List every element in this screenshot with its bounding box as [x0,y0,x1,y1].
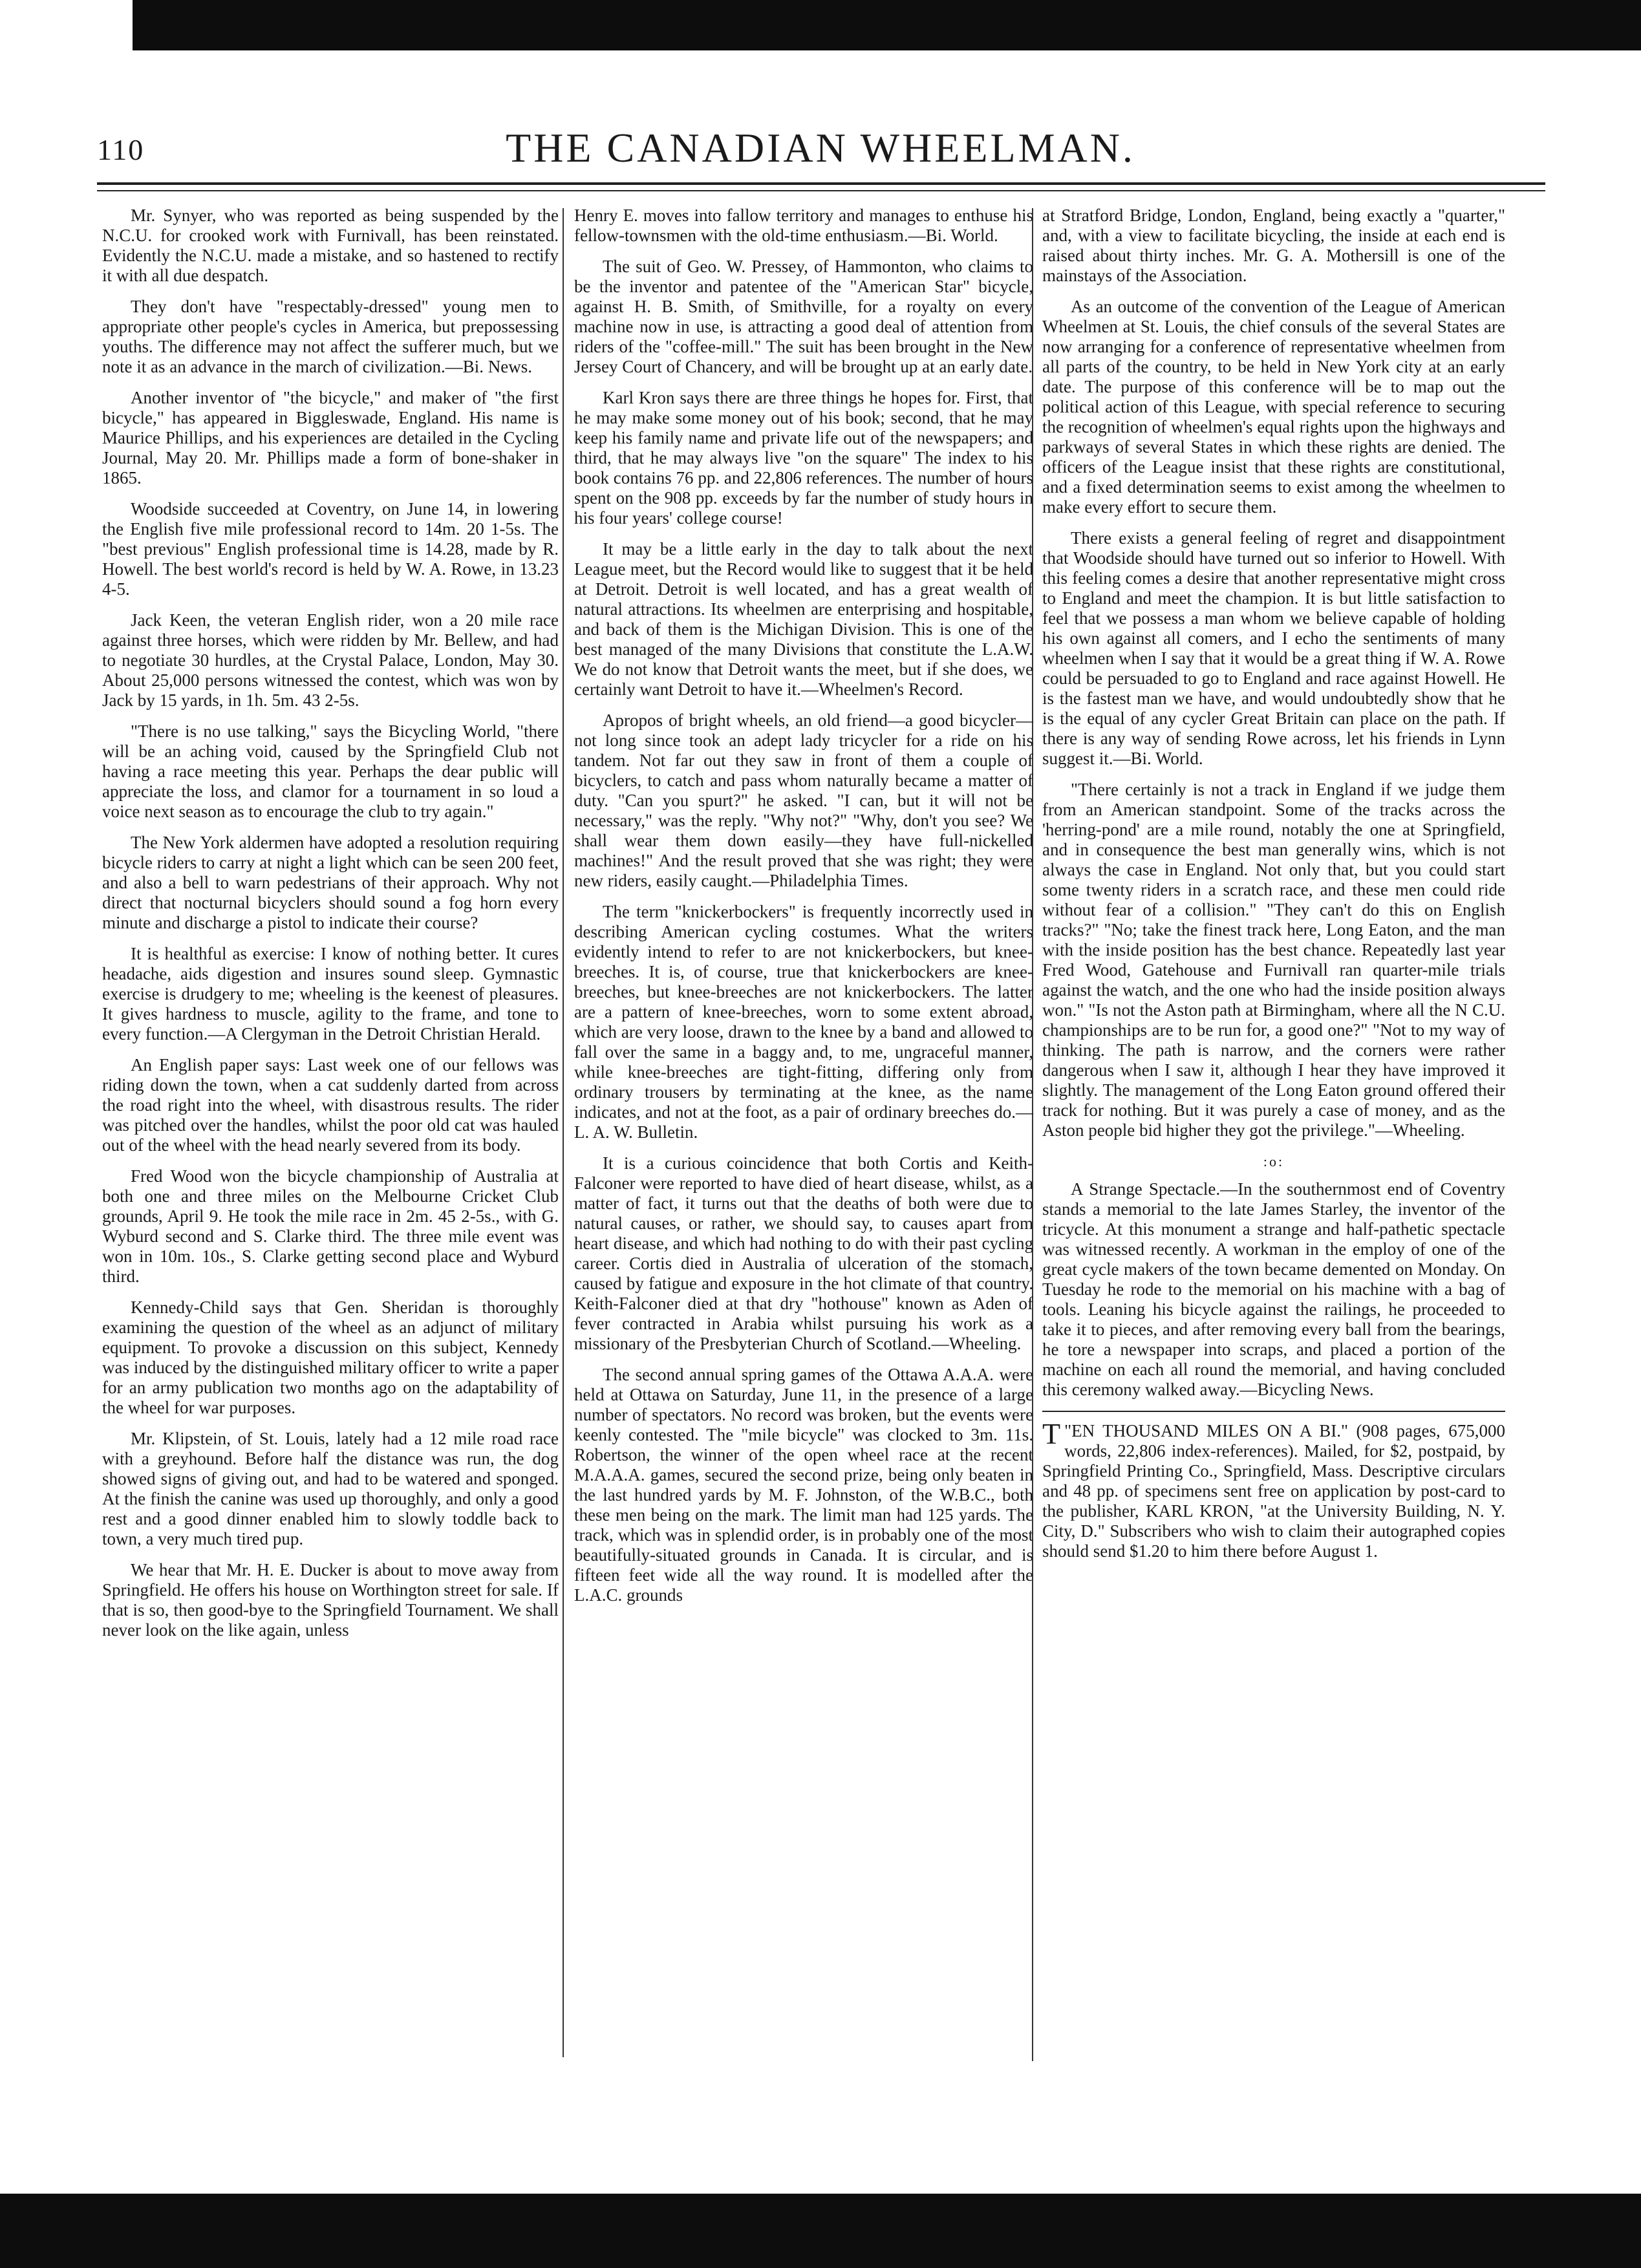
paragraph: "There certainly is not a track in England if we judge them from an American standpoint. Some of the tracks across the 'herring-pond' are a mile round, notably the one at Springfield, and in consequence the best man generally wins, which is not always the case in England. Not only that, but you could start some twenty riders in a scratch race, and these men could ride without fear of a collision." "They can't do this on English tracks?" "No; take the finest track here, Long Eaton, and the man with the inside position has the best chance. Repeatedly last year Fred Wood, Gatehouse and Furnivall ran quarter-mile trials against the watch, and the one who had the inside position always won." "Is not the Aston path at Birmingham, where all the N C.U. championships are to be run for, a good one?" "Not to my way of thinking. The path is narrow, and the corners were rather dangerous when I saw it, although I hear they have improved it slightly. The management of the Long Eaton ground offered their track for nothing. But it was purely a case of money, and as the Aston people bid higher they got the privilege."—Wheeling. [1042,780,1505,1140]
advert-text: EN THOUSAND MILES ON A BI." (908 pages, 675,000 words, 22,806 index-references). Mailed, for $2, postpaid, by Springfield Printing Co., Springfield, Mass. Descriptive circulars and 48 pp. of specimens sent free on application by post-card to the publisher, KARL KRON, "at the University Building, N. Y. City, D." Subscribers who wish to claim their autographed copies should send $1.20 to him there before August 1. [1042,1421,1505,1561]
page-number: 110 [97,133,145,166]
paragraph: The term "knickerbockers" is frequently incorrectly used in describing American cycling costumes. What the writers evidently intend to refer to are not knickerbockers, but knee-breeches. It is, of course, true that knickerbockers are knee-breeches, but knee-breeches are not knickerbockers. The latter are a pattern of knee-breeches, worn to some extent abroad, which are very loose, drawn to the knee by a band and allowed to fall over the same in a baggy and, to me, ungraceful manner, while knee-breeches are tight-fitting, differing only from ordinary trousers by terminating at the knee, as the name indicates, and not at the foot, as a pair of ordinary breeches do.—L. A. W. Bulletin. [574,902,1033,1142]
paragraph: Apropos of bright wheels, an old friend—a good bicycler—not long since took an adept lady tricycler for a ride on his tandem. Not far out they saw in front of them a couple of bicyclers, to catch and pass whom naturally became a matter of duty. "Can you spurt?" he asked. "I can, but it will not be necessary," was the reply. "Why not?" "Why, don't you see? We shall wear them down easily—they have full-nickelled machines!" And the result proved that she was right; they were new riders, easily caught.—Philadelphia Times. [574,711,1033,890]
paragraph: The New York aldermen have adopted a resolution requiring bicycle riders to carry at night a light which can be seen 200 feet, and also a bell to warn pedestrians of their approach. Why not direct that nocturnal bicyclers should sound a fog horn every minute and discharge a pistol to indicate their course? [102,833,559,932]
column-3 [1042,206,1505,1572]
paragraph: A Strange Spectacle.—In the southernmost end of Coventry stands a memorial to the late James Starley, the inventor of the tricycle. At this monument a strange and half-pathetic spectacle was witnessed recently. A workman in the employ of one of the great cycle makers of the town became demented on Monday. On Tuesday he rode to the memorial on his machine with a bag of tools. Leaning his bicycle against the railings, he proceeded to take it to pieces, and after removing every ball from the bearings, he tore a newspaper into scraps, and placed a portion of the machine on each all round the memorial, and having concluded this ceremony walked away.—Bicycling News. [1042,1179,1505,1399]
paragraph: They don't have "respectably-dressed" young men to appropriate other people's cycles in America, but prepossessing youths. The difference may not affect the sufferer much, but we note it as an advance in the march of civilization.—Bi. News. [102,297,559,376]
column-1 [102,206,559,1651]
masthead-title: THE CANADIAN WHEELMAN. [506,125,1135,171]
paragraph: An English paper says: Last week one of our fellows was riding down the town, when a cat suddenly darted from across the road right into the wheel, with disastrous results. The rider was pitched over the handles, whilst the poor old cat was hauled out of the wheel with the head nearly severed from its body. [102,1055,559,1155]
paragraph: It is a curious coincidence that both Cortis and Keith-Falconer were reported to have died of heart disease, whilst, as a matter of fact, it turns out that the deaths of both were due to natural causes, or rather, we should say, to causes apart from heart disease, and which had nothing to do with their past cycling career. Cortis died in Australia of ulceration of the stomach, caused by fatigue and exposure in the hot climate of that country. Keith-Falconer died at that dry "hothouse" known as Aden of fever contracted in Arabia whilst pursuing his work as a missionary of the Presbyterian Church of Scotland.—Wheeling. [574,1153,1033,1353]
header-rule-thick [97,182,1545,185]
paragraph: The second annual spring games of the Ottawa A.A.A. were held at Ottawa on Saturday, June 11, in the presence of a large number of spectators. No record was broken, but the events were keenly contested. The "mile bicycle" was clocked to 3m. 11s. Robertson, the winner of the open wheel race at the recent M.A.A.A. games, secured the second prize, being only beaten in the last hundred yards by M. F. Johnston, of the W.B.C., both these men being on the mark. The limit man had 125 yards. The track, which was in splendid order, is in probably one of the most beautifully-situated grounds in Canada. It is circular, and is fifteen feet wide all the way round. It is modelled after the L.A.C. grounds [574,1365,1033,1605]
book-advertisement [1042,1411,1505,1561]
advert-quote-mark: " [1064,1421,1072,1440]
paragraph: Kennedy-Child says that Gen. Sheridan is thoroughly examining the question of the wheel as an adjunct of military equipment. To provoke a discussion on this subject, Kennedy was induced by the distinguished military officer to write a paper for an army publication two months ago on the adaptability of the wheel for war purposes. [102,1298,559,1417]
paragraph: It may be a little early in the day to talk about the next League meet, but the Record would like to suggest that it be held at Detroit. Detroit is well located, and has a great wealth of natural attractions. Its wheelmen are enterprising and hospitable, and back of them is the Michigan Division. This is one of the best managed of the many Divisions that constitute the L.A.W. We do not know that Detroit wants the meet, but if she does, we certainly want Detroit to have it.—Wheelmen's Record. [574,539,1033,699]
paragraph: Henry E. moves into fallow territory and manages to enthuse his fellow-townsmen with the old-time enthusiasm.—Bi. World. [574,206,1033,245]
section-separator: :o: [1263,1153,1285,1170]
paragraph: at Stratford Bridge, London, England, being exactly a "quarter," and, with a view to facilitate bicycling, the inside at each end is raised about thirty inches. Mr. G. A. Mothersill is one of the mainstays of the Association. [1042,206,1505,285]
scan-top-edge-bar [133,0,1641,50]
paragraph: "There is no use talking," says the Bicycling World, "there will be an aching void, caused by the Springfield Club not having a race meeting this year. Perhaps the dear public will appreciate the loss, and clamor for a tournament in so loud a voice next season as to encourage the club to try again." [102,722,559,821]
paragraph: Mr. Synyer, who was reported as being suspended by the N.C.U. for crooked work with Furnivall, has been reinstated. Evidently the N.C.U. made a mistake, and so hastened to rectify it with all due despatch. [102,206,559,285]
advert-drop-cap: T [1042,1417,1061,1450]
paragraph: Woodside succeeded at Coventry, on June 14, in lowering the English five mile professional record to 14m. 20 1-5s. The "best previous" English professional time is 14.28, made by R. Howell. The best world's record is held by W. A. Rowe, in 13.23 4-5. [102,499,559,599]
header-rule-thin [97,190,1545,191]
paragraph: Another inventor of "the bicycle," and maker of "the first bicycle," has appeared in Biggleswade, England. His name is Maurice Phillips, and his experiences are detailed in the Cycling Journal, May 20. Mr. Phillips made a form of bone-shaker in 1865. [102,388,559,487]
paragraph: Mr. Klipstein, of St. Louis, lately had a 12 mile road race with a greyhound. Before half the distance was run, the dog showed signs of giving out, and had to be watered and sponged. At the finish the canine was used up thoroughly, and only a good rest and a good dinner enabled him to slowly toddle back to town, a very much tired pup. [102,1429,559,1548]
paragraph: Jack Keen, the veteran English rider, won a 20 mile race against three horses, which were ridden by Mr. Bellew, and had to negotiate 30 hurdles, at the Crystal Palace, London, May 30. About 25,000 persons witnessed the contest, which was won by Jack by 15 yards, in 1h. 5m. 43 2-5s. [102,610,559,710]
paragraph: Karl Kron says there are three things he hopes for. First, that he may make some money out of his book; second, that he may keep his family name and private life out of the newspapers; and third, that he may always live "on the square" The index to his book contains 76 pp. and 22,806 references. The number of hours spent on the 908 pp. exceeds by far the number of study hours in his four years' college course! [574,388,1033,528]
scan-bottom-edge-bar [0,2194,1641,2268]
paragraph: We hear that Mr. H. E. Ducker is about to move away from Springfield. He offers his house on Worthington street for sale. If that is so, then good-bye to the Springfield Tournament. We shall never look on the like again, unless [102,1560,559,1640]
column-2 [574,206,1033,1616]
paragraph: There exists a general feeling of regret and disappointment that Woodside should have turned out so inferior to Howell. With this feeling comes a desire that another representative might cross to England and meet the champion. It is but little satisfaction to feel that we possess a man whom we believe capable of holding his own against all comers, and I echo the sentiments of many wheelmen when I say that it would be a great thing if W. A. Rowe could be persuaded to go to England and race against Howell. He is the fastest man we have, and would undoubtedly show that he is the equal of any cycler Great Britain can place on the path. If there is any way of sending Rowe across, let his friends in Lynn suggest it.—Bi. World. [1042,528,1505,768]
column-divider-1 [563,208,564,2057]
paragraph: It is healthful as exercise: I know of nothing better. It cures headache, aids digestion and insures sound sleep. Gymnastic exercise is drudgery to me; wheeling is the keenest of pleasures. It gives hardness to muscle, agility to the frame, and tone to every function.—A Clergyman in the Detroit Christian Herald. [102,944,559,1043]
paragraph: The suit of Geo. W. Pressey, of Hammonton, who claims to be the inventor and patentee of the "American Star" bicycle, against H. B. Smith, of Smithville, for a royalty on every machine now in use, is attracting a good deal of attention from riders of the "coffee-mill." The suit has been brought in the New Jersey Court of Chancery, and will be brought up at an early date. [574,257,1033,376]
paragraph: As an outcome of the convention of the League of American Wheelmen at St. Louis, the chief consuls of the several States are now arranging for a conference of representative wheelmen from all parts of the country, to be held in New York city at an early date. The purpose of this conference will be to map out the political action of this League, with special reference to securing the recognition of wheelmen's equal rights upon the highways and parkways of several States in which these rights are denied. The officers of the League insist that these rights are constitutional, and a fixed determination seems to exist among the wheelmen to make every effort to secure them. [1042,297,1505,517]
paragraph: Fred Wood won the bicycle championship of Australia at both one and three miles on the Melbourne Cricket Club grounds, April 9. He took the mile race in 2m. 45 2-5s., with G. Wyburd second and S. Clarke third. The three mile event was won in 10m. 10s., S. Clarke getting second place and Wyburd third. [102,1166,559,1286]
